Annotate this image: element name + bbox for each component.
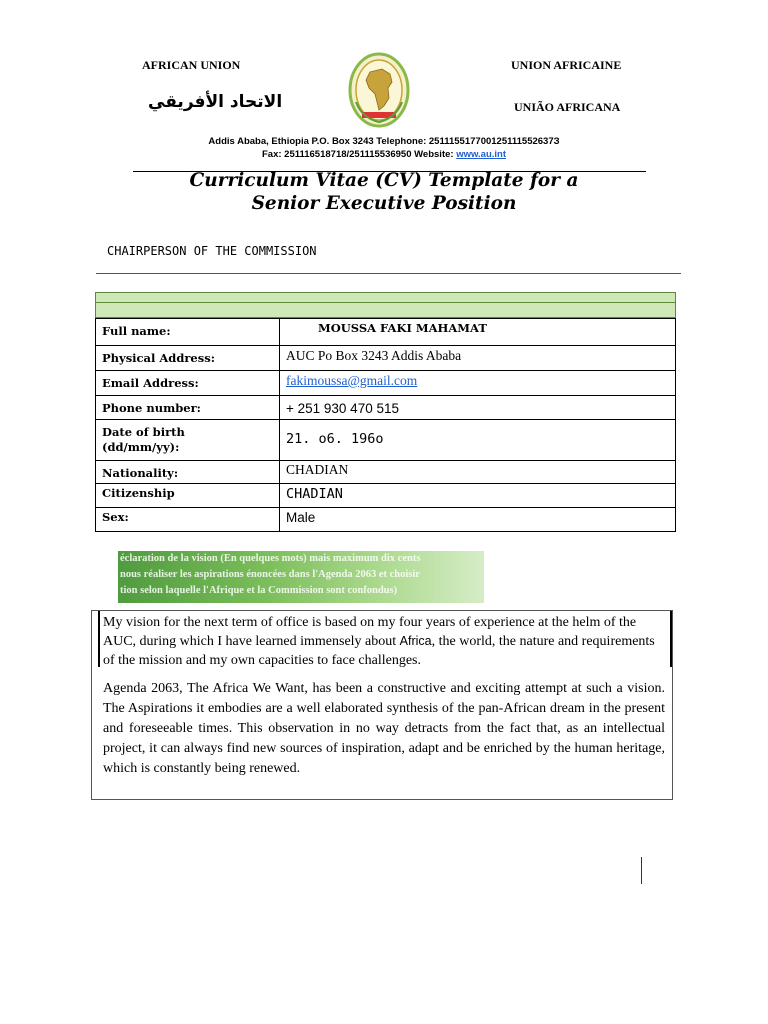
phone-number-label: Phone number: (96, 396, 280, 420)
dob-label-line1: Date of birth (102, 425, 185, 439)
email-link[interactable]: fakimoussa@gmail.com (286, 373, 418, 388)
header-union-africaine: UNION AFRICAINE (511, 58, 622, 72)
vision-para1-start: My vision for the next term of office is based on my four years of experience at the helm of the AUC, during which I have learned immensely about (103, 615, 637, 649)
citizenship-value: CHADIAN (280, 484, 676, 508)
phone-number-value: + 251 930 470 515 (280, 396, 676, 420)
table-row (96, 484, 676, 508)
banner-line3: tion selon laquelle l'Afrique et la Commission sont confondus) (120, 585, 398, 596)
citizenship-label: Citizenship (96, 484, 280, 508)
nationality-label: Nationality: (96, 461, 280, 484)
african-union-logo-icon (348, 52, 410, 128)
sex-value: Male (280, 508, 676, 532)
table-row (96, 420, 676, 461)
website-link[interactable]: www.au.int (456, 149, 506, 160)
banner-line1: éclaration de la vision (En quelques mots) mais maximum dix cents (120, 553, 421, 564)
fax-text: Fax: 251116518718/251115536950 Website: (261, 149, 457, 160)
header-arabic-name: الاتحاد الأفريقي (148, 92, 283, 112)
address-line: Addis Ababa, Ethiopia P.O. Box 3243 Telephone: 251115517700125111552637З (208, 136, 560, 147)
text-cursor-marker (641, 857, 642, 884)
document-title-line1: Curriculum Vitae (CV) Template for a (189, 170, 579, 191)
vision-text-box (91, 610, 673, 800)
full-name-value: MOUSSA FAKI MAHAMAT (318, 321, 487, 335)
table-row (96, 371, 676, 396)
table-row (96, 346, 676, 371)
header-african-union: AFRICAN UNION (142, 58, 241, 72)
fax-website-line (0, 149, 768, 160)
vision-para1-africa: Africa (399, 634, 432, 648)
vision-para1-end: , the world, the nature and requirements of the mission and my own capacities to face challenges. (103, 634, 655, 668)
sex-label: Sex: (96, 508, 280, 532)
box-left-bar (98, 611, 100, 667)
vision-paragraph-1 (103, 613, 665, 670)
position-title: CHAIRPERSON OF THE COMMISSION (107, 244, 317, 258)
cv-details-table (95, 292, 676, 532)
table-row (96, 461, 676, 484)
physical-address-label: Physical Address: (96, 346, 280, 371)
email-address-label: Email Address: (96, 371, 280, 396)
vision-paragraph-2: Agenda 2063, The Africa We Want, has been a constructive and exciting attempt at such a vision. The Aspirations it embodies are a well elaborated synthesis of the pan-African dream in the present and foreseeable times. This observation in no way detracts from the fact that, as an intellectual project, it can always find new sources of inspiration, adapt and be enriched by the human heritage, which is constantly being renewed. (103, 681, 665, 776)
position-divider (96, 273, 681, 274)
box-right-bar (670, 611, 672, 667)
document-title-line2: Senior Executive Position (251, 193, 517, 214)
vision-statement-banner (118, 551, 484, 603)
full-name-label: Full name: (96, 319, 280, 346)
table-header-band (95, 292, 676, 302)
table-row (96, 396, 676, 420)
dob-label-line2: (dd/mm/yy): (102, 440, 180, 454)
header-uniao-africana: UNIÃO AFRICANA (514, 100, 621, 114)
table-row (96, 319, 676, 346)
table-header-band-lower (95, 302, 676, 318)
date-of-birth-value: 21. o6. 196o (280, 420, 676, 461)
banner-line2: nous réaliser les aspirations énoncées dans l'Agenda 2063 et choisir (120, 569, 420, 580)
table-row (96, 508, 676, 532)
nationality-value: CHADIAN (280, 461, 676, 484)
date-of-birth-label (96, 420, 280, 461)
physical-address-value: AUC Po Box 3243 Addis Ababa (280, 346, 676, 371)
